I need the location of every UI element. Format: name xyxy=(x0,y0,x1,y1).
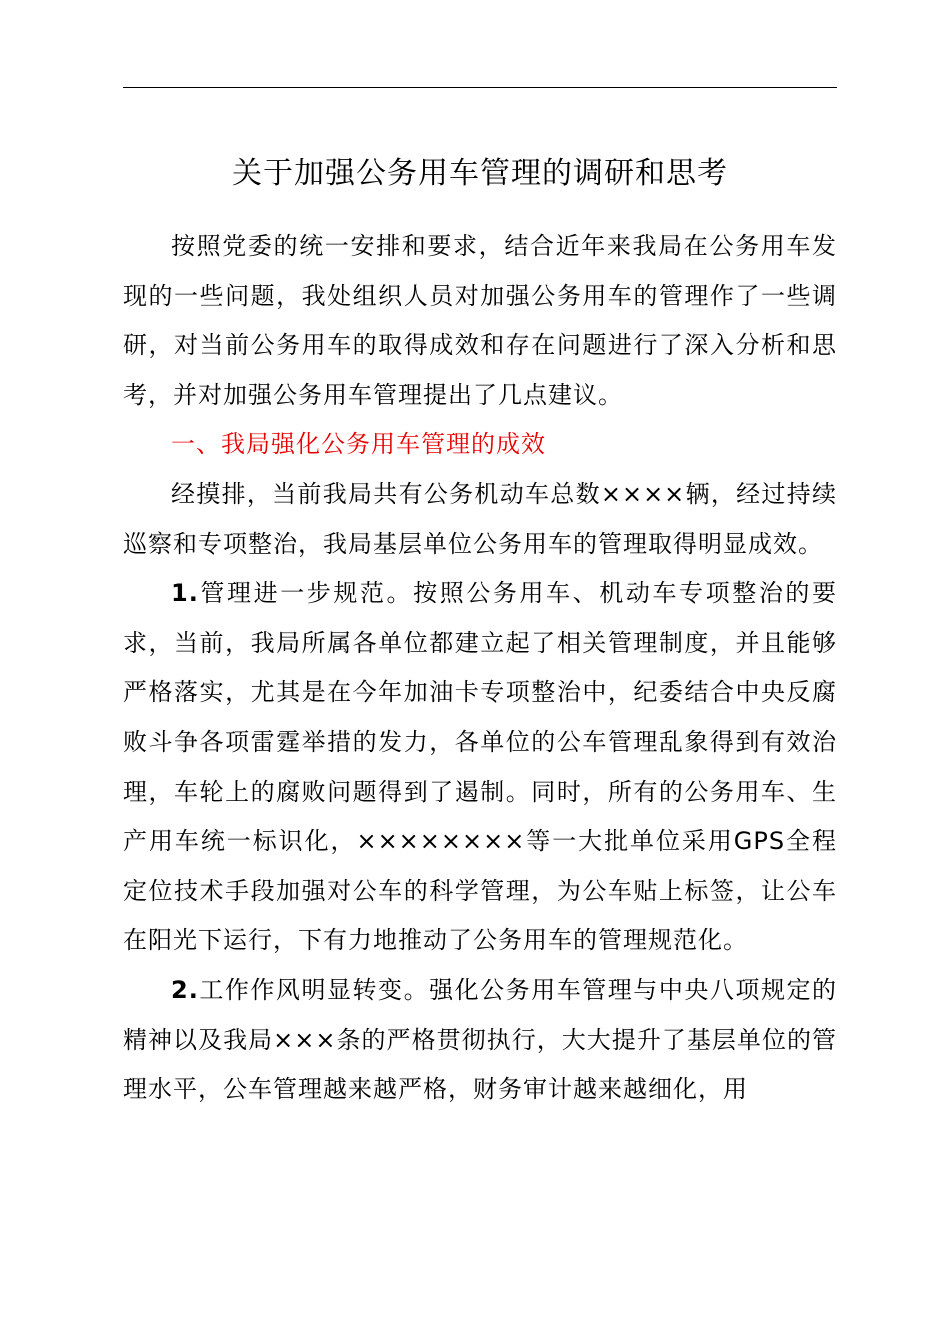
document-title: 关于加强公务用车管理的调研和思考 xyxy=(232,156,728,191)
point2-paragraph xyxy=(123,966,837,1115)
point1-text: 管理进一步规范。按照公务用车、机动车专项整治的要求，当前，我局所属各单位都建立起了相关管理制度，并且能够严格落实，尤其是在今年加油卡专项整治中，纪委结合中央反腐败斗争各项雷霆举措的发力，各单位的公车管理乱象得到有效治理，车轮上的腐败问题得到了遏制。同时，所有的公务用车、生产用车统一标识化，××××××××等一大批单位采用GPS全程定位技术手段加强对公车的科学管理，为公车贴上标签，让公车在阳光下运行，下有力地推动了公务用车的管理规范化。 xyxy=(123,579,837,955)
intro-paragraph: 按照党委的统一安排和要求，结合近年来我局在公务用车发现的一些问题，我处组织人员对加强公务用车的管理作了一些调研，对当前公务用车的取得成效和存在问题进行了深入分析和思考，并对加强公务用车管理提出了几点建议。 xyxy=(123,232,837,409)
section1-heading: 一、我局强化公务用车管理的成效 xyxy=(171,430,546,459)
header-rule xyxy=(123,87,837,88)
section1-paragraph: 经摸排，当前我局共有公务机动车总数××××辆，经过持续巡察和专项整治，我局基层单位公务用车的管理取得明显成效。 xyxy=(123,479,837,558)
point1-paragraph xyxy=(123,569,837,966)
point2-text: 工作作风明显转变。强化公务用车管理与中央八项规定的精神以及我局×××条的严格贯彻执行，大大提升了基层单位的管理水平，公车管理越来越严格，财务审计越来越细化，用 xyxy=(123,975,837,1104)
document-body xyxy=(123,222,837,1115)
point2-number: 2. xyxy=(171,975,199,1004)
point1-number: 1. xyxy=(171,579,199,608)
